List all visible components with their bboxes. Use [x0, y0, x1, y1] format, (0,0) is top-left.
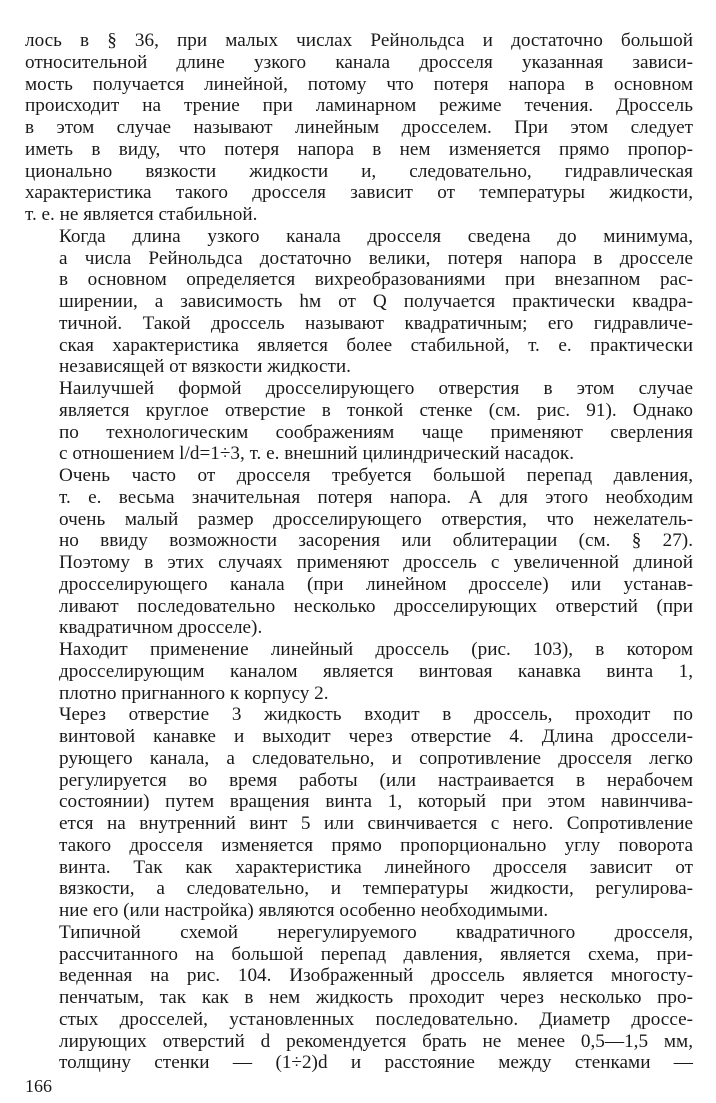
text-line: ширении, а зависимость hм от Q получается практически квадра-: [59, 291, 693, 312]
text-line: плотно пригнанного к корпусу 2.: [59, 682, 329, 704]
text-line: ская характеристика является более стабильной, т. е. практически: [59, 334, 693, 356]
text-line: винта. Так как характеристика линейного дросселя зависит от: [59, 856, 693, 878]
text-line: т. е. не является стабильной.: [25, 204, 258, 225]
text-line: рассчитанного на большой перепад давления, является схема, при-: [59, 943, 693, 965]
text-line: относительной длине узкого канала дросселя указанная зависи-: [25, 51, 693, 73]
paragraph-multistage-throttle: [25, 922, 693, 1074]
paragraph-orifice-shape: [25, 378, 693, 465]
text-line: Через отверстие 3 жидкость входит в дроссель, проходит по: [59, 704, 693, 726]
paragraph-screw-throttle: [25, 639, 693, 704]
text-line: лось в § 36, при малых числах Рейнольдса и достаточно большой: [25, 30, 693, 51]
text-line: такого дросселя изменяется прямо пропорционально углу поворота: [59, 834, 693, 856]
page-number: 166: [25, 1076, 52, 1096]
text-line: толщину стенки — (1÷2)d и расстояние между стенками —: [59, 1052, 693, 1074]
text-line: веденная на рис. 104. Изображенный дроссель является многосту-: [59, 965, 693, 987]
text-line: стых дросселей, установленных последовательно. Диаметр дроссе-: [59, 1008, 693, 1030]
text-line: Находит применение линейный дроссель (рис. 103), в котором: [59, 639, 693, 660]
text-line: независящей от вязкости жидкости.: [59, 356, 351, 378]
paragraph-quadratic-throttle: [25, 226, 693, 378]
text-line: иметь в виду, что потеря напора в нем изменяется прямо пропор-: [25, 138, 693, 160]
text-line: дросселирующим каналом является винтовая канавка винта 1,: [59, 660, 693, 682]
text-line: регулируется во время работы (или настраивается в нерабочем: [59, 769, 693, 791]
text-line: пенчатым, так как в нем жидкость проходит через несколько про-: [59, 987, 693, 1008]
text-line: ется на внутренний винт 5 или свинчивается с него. Сопротивление: [59, 813, 693, 834]
paragraph-flow-path: [25, 704, 693, 922]
paragraph-linear-throttle: [25, 30, 693, 226]
text-line: тичной. Такой дроссель называют квадратичным; его гидравличе-: [59, 312, 693, 334]
text-line: квадратичном дросселе).: [59, 617, 263, 639]
text-line: мость получается линейной, потому что потеря напора в основном: [25, 73, 693, 95]
text-line: происходит на трение при ламинарном режиме течения. Дроссель: [25, 95, 693, 117]
text-line: винтовой канавке и выходит через отверстие 4. Длина дроссели-: [59, 726, 693, 747]
text-line: но ввиду возможности засорения или облитерации (см. § 27).: [59, 530, 693, 552]
text-line: а числа Рейнольдса достаточно велики, потеря напора в дросселе: [59, 247, 693, 269]
text-line: Очень часто от дросселя требуется большой перепад давления,: [59, 465, 693, 486]
text-line: ливают последовательно несколько дросселирующих отверстий (при: [59, 595, 693, 617]
paragraph-pressure-drop: [25, 465, 693, 639]
text-line: очень малый размер дросселирующего отверстия, что нежелатель-: [59, 508, 693, 530]
book-page-text: [25, 30, 693, 1074]
text-line: характеристика такого дросселя зависит от температуры жидкости,: [25, 182, 693, 204]
text-line: в этом случае называют линейным дросселем. При этом следует: [25, 117, 693, 138]
text-line: дросселирующего канала (при линейном дросселе) или устанав-: [59, 573, 693, 595]
text-line: Поэтому в этих случаях применяют дроссель с увеличенной длиной: [59, 552, 693, 573]
text-line: лирующих отверстий d рекомендуется брать не менее 0,5—1,5 мм,: [59, 1030, 693, 1052]
text-line: Когда длина узкого канала дросселя сведена до минимума,: [59, 225, 693, 247]
text-line: Наилучшей формой дросселирующего отверстия в этом случае: [59, 378, 693, 399]
text-line: по технологическим соображениям чаще применяют сверления: [59, 421, 693, 443]
text-line: является круглое отверстие в тонкой стенке (см. рис. 91). Однако: [59, 399, 693, 421]
text-line: состоянии) путем вращения винта 1, который при этом навинчива-: [59, 791, 693, 813]
text-line: Типичной схемой нерегулируемого квадратичного дросселя,: [59, 921, 693, 943]
text-line: ционально вязкости жидкости и, следовательно, гидравлическая: [25, 160, 693, 182]
text-line: ние его (или настройка) являются особенно необходимыми.: [59, 900, 549, 921]
text-line: с отношением l/d=1÷3, т. е. внешний цилиндрический насадок.: [59, 443, 575, 465]
text-line: т. е. весьма значительная потеря напора. А для этого необходим: [59, 486, 693, 508]
text-line: вязкости, а следовательно, и температуры жидкости, регулирова-: [59, 878, 693, 900]
text-line: рующего канала, а следовательно, и сопротивление дросселя легко: [59, 747, 693, 769]
text-line: в основном определяется вихреобразованиями при внезапном рас-: [59, 269, 693, 291]
